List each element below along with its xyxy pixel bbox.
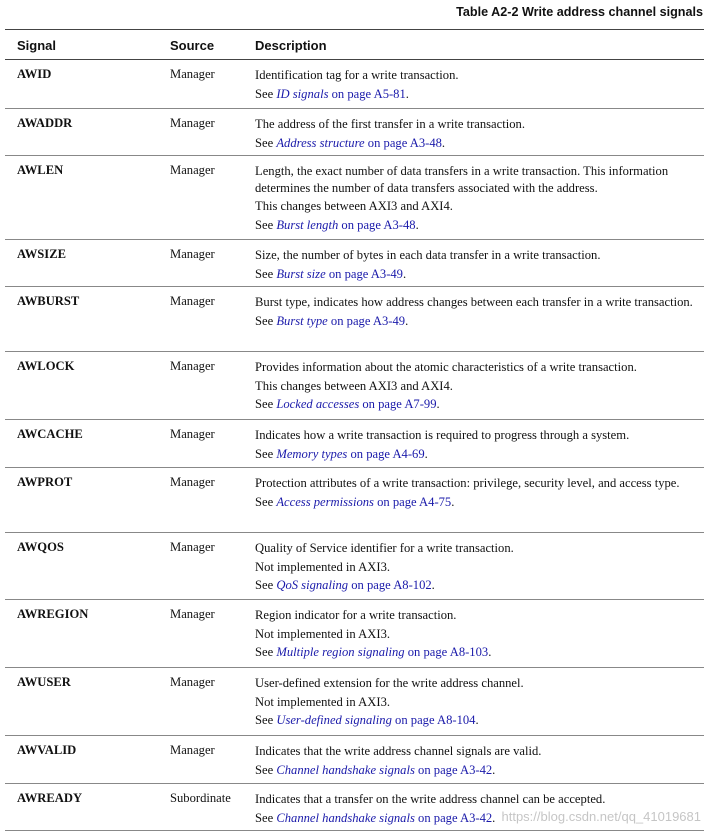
see-reference xyxy=(255,217,700,234)
see-end: . xyxy=(492,810,496,825)
description-line: This changes between AXI3 and AXI4. xyxy=(255,378,453,393)
cross-reference-link[interactable] xyxy=(276,397,436,411)
see-prefix: See xyxy=(255,494,277,509)
signal-source: Manager xyxy=(170,294,215,308)
table-row xyxy=(5,156,704,240)
signal-name: AWID xyxy=(17,67,52,81)
description-line: Indicates that the write address channel signals are valid. xyxy=(255,744,542,758)
signal-source: Manager xyxy=(170,743,215,757)
signal-name: AWLOCK xyxy=(17,359,75,373)
signal-source: Manager xyxy=(170,540,215,554)
see-end: . xyxy=(436,397,440,411)
signal-description xyxy=(255,540,700,596)
description-line: Length, the exact number of data transfers in a write transaction. This information determines the number of data transfers associated with the address. xyxy=(255,164,669,195)
link-page: on page A3-48 xyxy=(364,135,442,150)
link-page: on page A5-81 xyxy=(328,86,406,101)
signal-description xyxy=(255,607,700,663)
see-prefix: See xyxy=(255,266,277,281)
description-line: Not implemented in AXI3. xyxy=(255,559,391,574)
cross-reference-link[interactable] xyxy=(276,578,431,592)
see-end: . xyxy=(488,645,492,659)
link-title: Access permissions xyxy=(276,494,374,509)
signal-source: Manager xyxy=(170,427,215,441)
signal-name: AWUSER xyxy=(17,675,71,689)
table-row xyxy=(5,736,704,784)
link-title: User-defined signaling xyxy=(276,713,392,727)
signal-name: AWQOS xyxy=(17,540,64,554)
signal-name: AWBURST xyxy=(17,294,80,308)
description-line: Burst type, indicates how address changes between each transfer in a write transaction. xyxy=(255,295,693,309)
table-row xyxy=(5,600,704,668)
see-reference xyxy=(255,712,700,729)
header-description: Description xyxy=(255,38,327,53)
cross-reference-link[interactable] xyxy=(276,763,492,777)
description-line: User-defined extension for the write address channel. xyxy=(255,676,524,690)
signal-description xyxy=(255,116,700,153)
see-prefix: See xyxy=(255,578,277,592)
see-reference xyxy=(255,446,700,463)
signal-description xyxy=(255,67,700,104)
see-prefix: See xyxy=(255,313,277,328)
table-body xyxy=(5,60,704,831)
signal-name: AWVALID xyxy=(17,743,77,757)
table-row xyxy=(5,240,704,287)
cross-reference-link[interactable] xyxy=(276,713,475,727)
description-line: Quality of Service identifier for a write transaction. xyxy=(255,541,514,555)
link-title: Memory types xyxy=(276,446,348,461)
table-row xyxy=(5,468,704,533)
signal-source: Manager xyxy=(170,607,215,621)
link-page: on page A8-104 xyxy=(391,713,476,727)
see-reference xyxy=(255,494,700,511)
cross-reference-link[interactable] xyxy=(276,447,424,461)
signal-source: Manager xyxy=(170,116,215,130)
see-reference xyxy=(255,577,700,594)
see-prefix: See xyxy=(255,135,277,150)
see-prefix: See xyxy=(255,645,277,659)
link-title: ID signals xyxy=(276,86,329,101)
see-end: . xyxy=(451,494,455,509)
cross-reference-link[interactable] xyxy=(276,87,405,101)
link-page: on page A3-49 xyxy=(325,266,403,281)
signal-description xyxy=(255,359,700,415)
cross-reference-link[interactable] xyxy=(276,645,488,659)
signal-name: AWCACHE xyxy=(17,427,83,441)
cross-reference-link[interactable] xyxy=(276,495,451,509)
signal-source: Manager xyxy=(170,163,215,177)
link-page: on page A3-48 xyxy=(338,217,416,232)
signal-source: Manager xyxy=(170,67,215,81)
see-reference xyxy=(255,762,700,779)
see-end: . xyxy=(405,86,409,101)
signal-description xyxy=(255,427,700,464)
signal-description xyxy=(255,675,700,731)
cross-reference-link[interactable] xyxy=(276,136,442,150)
description-line: Size, the number of bytes in each data transfer in a write transaction. xyxy=(255,248,601,262)
see-prefix: See xyxy=(255,713,277,727)
link-title: Multiple region signaling xyxy=(276,645,405,659)
description-line: Not implemented in AXI3. xyxy=(255,626,391,641)
signal-description xyxy=(255,294,700,331)
link-page: on page A3-42 xyxy=(414,810,493,825)
cross-reference-link[interactable] xyxy=(276,218,415,232)
link-title: Burst length xyxy=(276,217,339,232)
cross-reference-link[interactable] xyxy=(276,267,403,281)
signal-name: AWPROT xyxy=(17,475,73,489)
signal-source: Manager xyxy=(170,475,215,489)
see-end: . xyxy=(415,217,419,232)
description-line: Region indicator for a write transaction. xyxy=(255,608,457,622)
link-title: Channel handshake signals xyxy=(276,810,415,825)
cross-reference-link[interactable] xyxy=(276,811,492,825)
signal-source: Manager xyxy=(170,247,215,261)
table-row xyxy=(5,533,704,600)
watermark: https://blog.csdn.net/qq_41019681 xyxy=(501,809,701,824)
link-page: on page A3-49 xyxy=(327,313,406,328)
signal-description xyxy=(255,247,700,284)
link-page: on page A7-99 xyxy=(359,397,437,411)
see-end: . xyxy=(405,313,409,328)
signal-description xyxy=(255,475,700,512)
link-page: on page A4-69 xyxy=(347,446,425,461)
description-line: The address of the first transfer in a write transaction. xyxy=(255,117,525,131)
see-reference xyxy=(255,644,700,661)
table-caption: Table A2-2 Write address channel signals xyxy=(456,5,703,19)
table-row xyxy=(5,420,704,468)
description-line: Indicates how a write transaction is required to progress through a system. xyxy=(255,428,630,442)
link-page: on page A8-103 xyxy=(404,645,489,659)
signal-description xyxy=(255,163,700,235)
signals-table xyxy=(5,29,704,831)
link-page: on page A3-42 xyxy=(414,762,493,777)
link-title: Burst size xyxy=(276,266,326,281)
description-line: Provides information about the atomic characteristics of a write transaction. xyxy=(255,360,637,374)
see-prefix: See xyxy=(255,446,277,461)
description-line: Indicates that a transfer on the write address channel can be accepted. xyxy=(255,792,606,806)
see-reference xyxy=(255,135,700,152)
link-title: QoS signaling xyxy=(276,578,349,592)
see-end: . xyxy=(475,713,479,727)
signal-source: Manager xyxy=(170,359,215,373)
link-title: Address structure xyxy=(276,135,365,150)
link-title: Locked accesses xyxy=(276,397,360,411)
signal-name: AWSIZE xyxy=(17,247,66,261)
see-prefix: See xyxy=(255,762,277,777)
signal-name: AWREADY xyxy=(17,791,83,805)
see-end: . xyxy=(424,446,428,461)
link-title: Burst type xyxy=(276,313,328,328)
see-prefix: See xyxy=(255,810,277,825)
table-header xyxy=(5,29,704,60)
see-prefix: See xyxy=(255,86,277,101)
see-prefix: See xyxy=(255,397,277,411)
see-reference xyxy=(255,396,700,413)
description-line: Identification tag for a write transaction. xyxy=(255,68,459,82)
see-reference xyxy=(255,313,700,330)
header-source: Source xyxy=(170,38,215,53)
see-end: . xyxy=(441,135,446,150)
see-end: . xyxy=(402,266,407,281)
see-prefix: See xyxy=(255,217,277,232)
see-reference xyxy=(255,266,700,283)
signal-name: AWADDR xyxy=(17,116,73,130)
link-page: on page A8-102 xyxy=(348,578,432,592)
link-title: Channel handshake signals xyxy=(276,762,415,777)
see-reference xyxy=(255,86,700,103)
table-row xyxy=(5,60,704,109)
description-line: Not implemented in AXI3. xyxy=(255,694,391,709)
signal-name: AWLEN xyxy=(17,163,64,177)
signal-description xyxy=(255,743,700,780)
header-signal: Signal xyxy=(17,38,57,53)
table-row xyxy=(5,287,704,352)
signal-name: AWREGION xyxy=(17,607,89,621)
see-end: . xyxy=(492,762,496,777)
table-row xyxy=(5,668,704,736)
cross-reference-link[interactable] xyxy=(276,314,405,328)
description-line: Protection attributes of a write transaction: privilege, security level, and access type. xyxy=(255,476,680,490)
signal-source: Manager xyxy=(170,675,215,689)
description-line: This changes between AXI3 and AXI4. xyxy=(255,199,453,213)
link-page: on page A4-75 xyxy=(373,494,452,509)
table-row xyxy=(5,109,704,156)
see-end: . xyxy=(431,578,435,592)
table-row xyxy=(5,352,704,420)
signal-source: Subordinate xyxy=(170,791,231,805)
